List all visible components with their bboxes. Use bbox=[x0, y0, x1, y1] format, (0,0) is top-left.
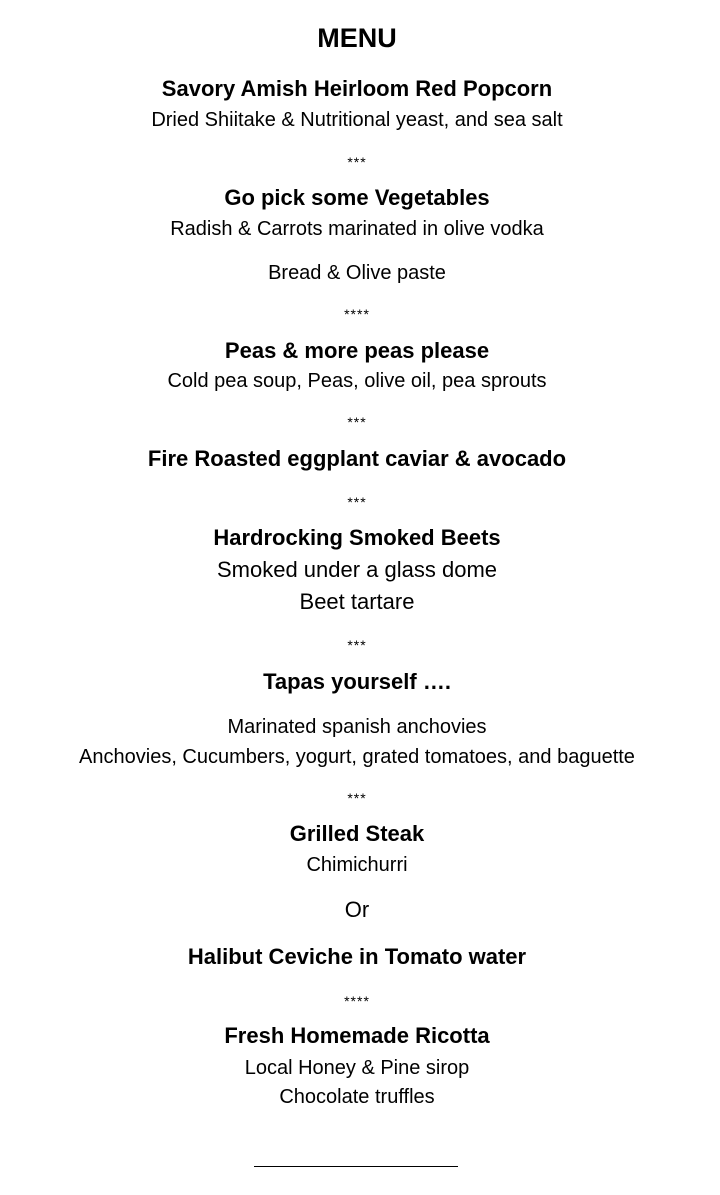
course-8-description-2: Chocolate truffles bbox=[279, 1086, 435, 1108]
course-separator: *** bbox=[347, 494, 367, 510]
course-4-name: Fire Roasted eggplant caviar & avocado bbox=[147, 446, 567, 471]
course-3-description: Cold pea soup, Peas, olive oil, pea sprouts bbox=[167, 370, 547, 392]
course-2-side: Bread & Olive paste bbox=[268, 262, 446, 284]
course-7-name: Grilled Steak bbox=[289, 821, 425, 846]
course-separator: **** bbox=[344, 306, 370, 322]
course-1-name: Savory Amish Heirloom Red Popcorn bbox=[161, 76, 553, 101]
course-7-or: Or bbox=[344, 897, 370, 922]
course-2-description: Radish & Carrots marinated in olive vodka bbox=[170, 218, 544, 240]
course-6-description: Marinated spanish anchovies bbox=[227, 716, 487, 738]
course-2-name: Go pick some Vegetables bbox=[224, 185, 490, 210]
course-7-alternative-name: Halibut Ceviche in Tomato water bbox=[187, 944, 527, 969]
course-separator: *** bbox=[347, 154, 367, 170]
course-separator: *** bbox=[347, 790, 367, 806]
course-3-name: Peas & more peas please bbox=[224, 338, 490, 363]
course-5-description-2: Beet tartare bbox=[299, 589, 415, 614]
course-6-name: Tapas yourself …. bbox=[263, 669, 451, 694]
course-separator: *** bbox=[347, 414, 367, 430]
course-8-description: Local Honey & Pine sirop bbox=[244, 1057, 470, 1079]
menu-title: MENU bbox=[317, 23, 397, 53]
course-8-name: Fresh Homemade Ricotta bbox=[224, 1023, 490, 1048]
course-5-name: Hardrocking Smoked Beets bbox=[213, 525, 501, 550]
course-1-description: Dried Shiitake & Nutritional yeast, and sea salt bbox=[151, 109, 563, 131]
course-separator: **** bbox=[344, 993, 370, 1009]
course-6-description-2: Anchovies, Cucumbers, yogurt, grated tomatoes, and baguette bbox=[79, 746, 635, 768]
course-separator: *** bbox=[347, 637, 367, 653]
course-7-description: Chimichurri bbox=[306, 854, 408, 876]
course-5-description: Smoked under a glass dome bbox=[216, 557, 498, 582]
closing-rule bbox=[254, 1166, 458, 1167]
